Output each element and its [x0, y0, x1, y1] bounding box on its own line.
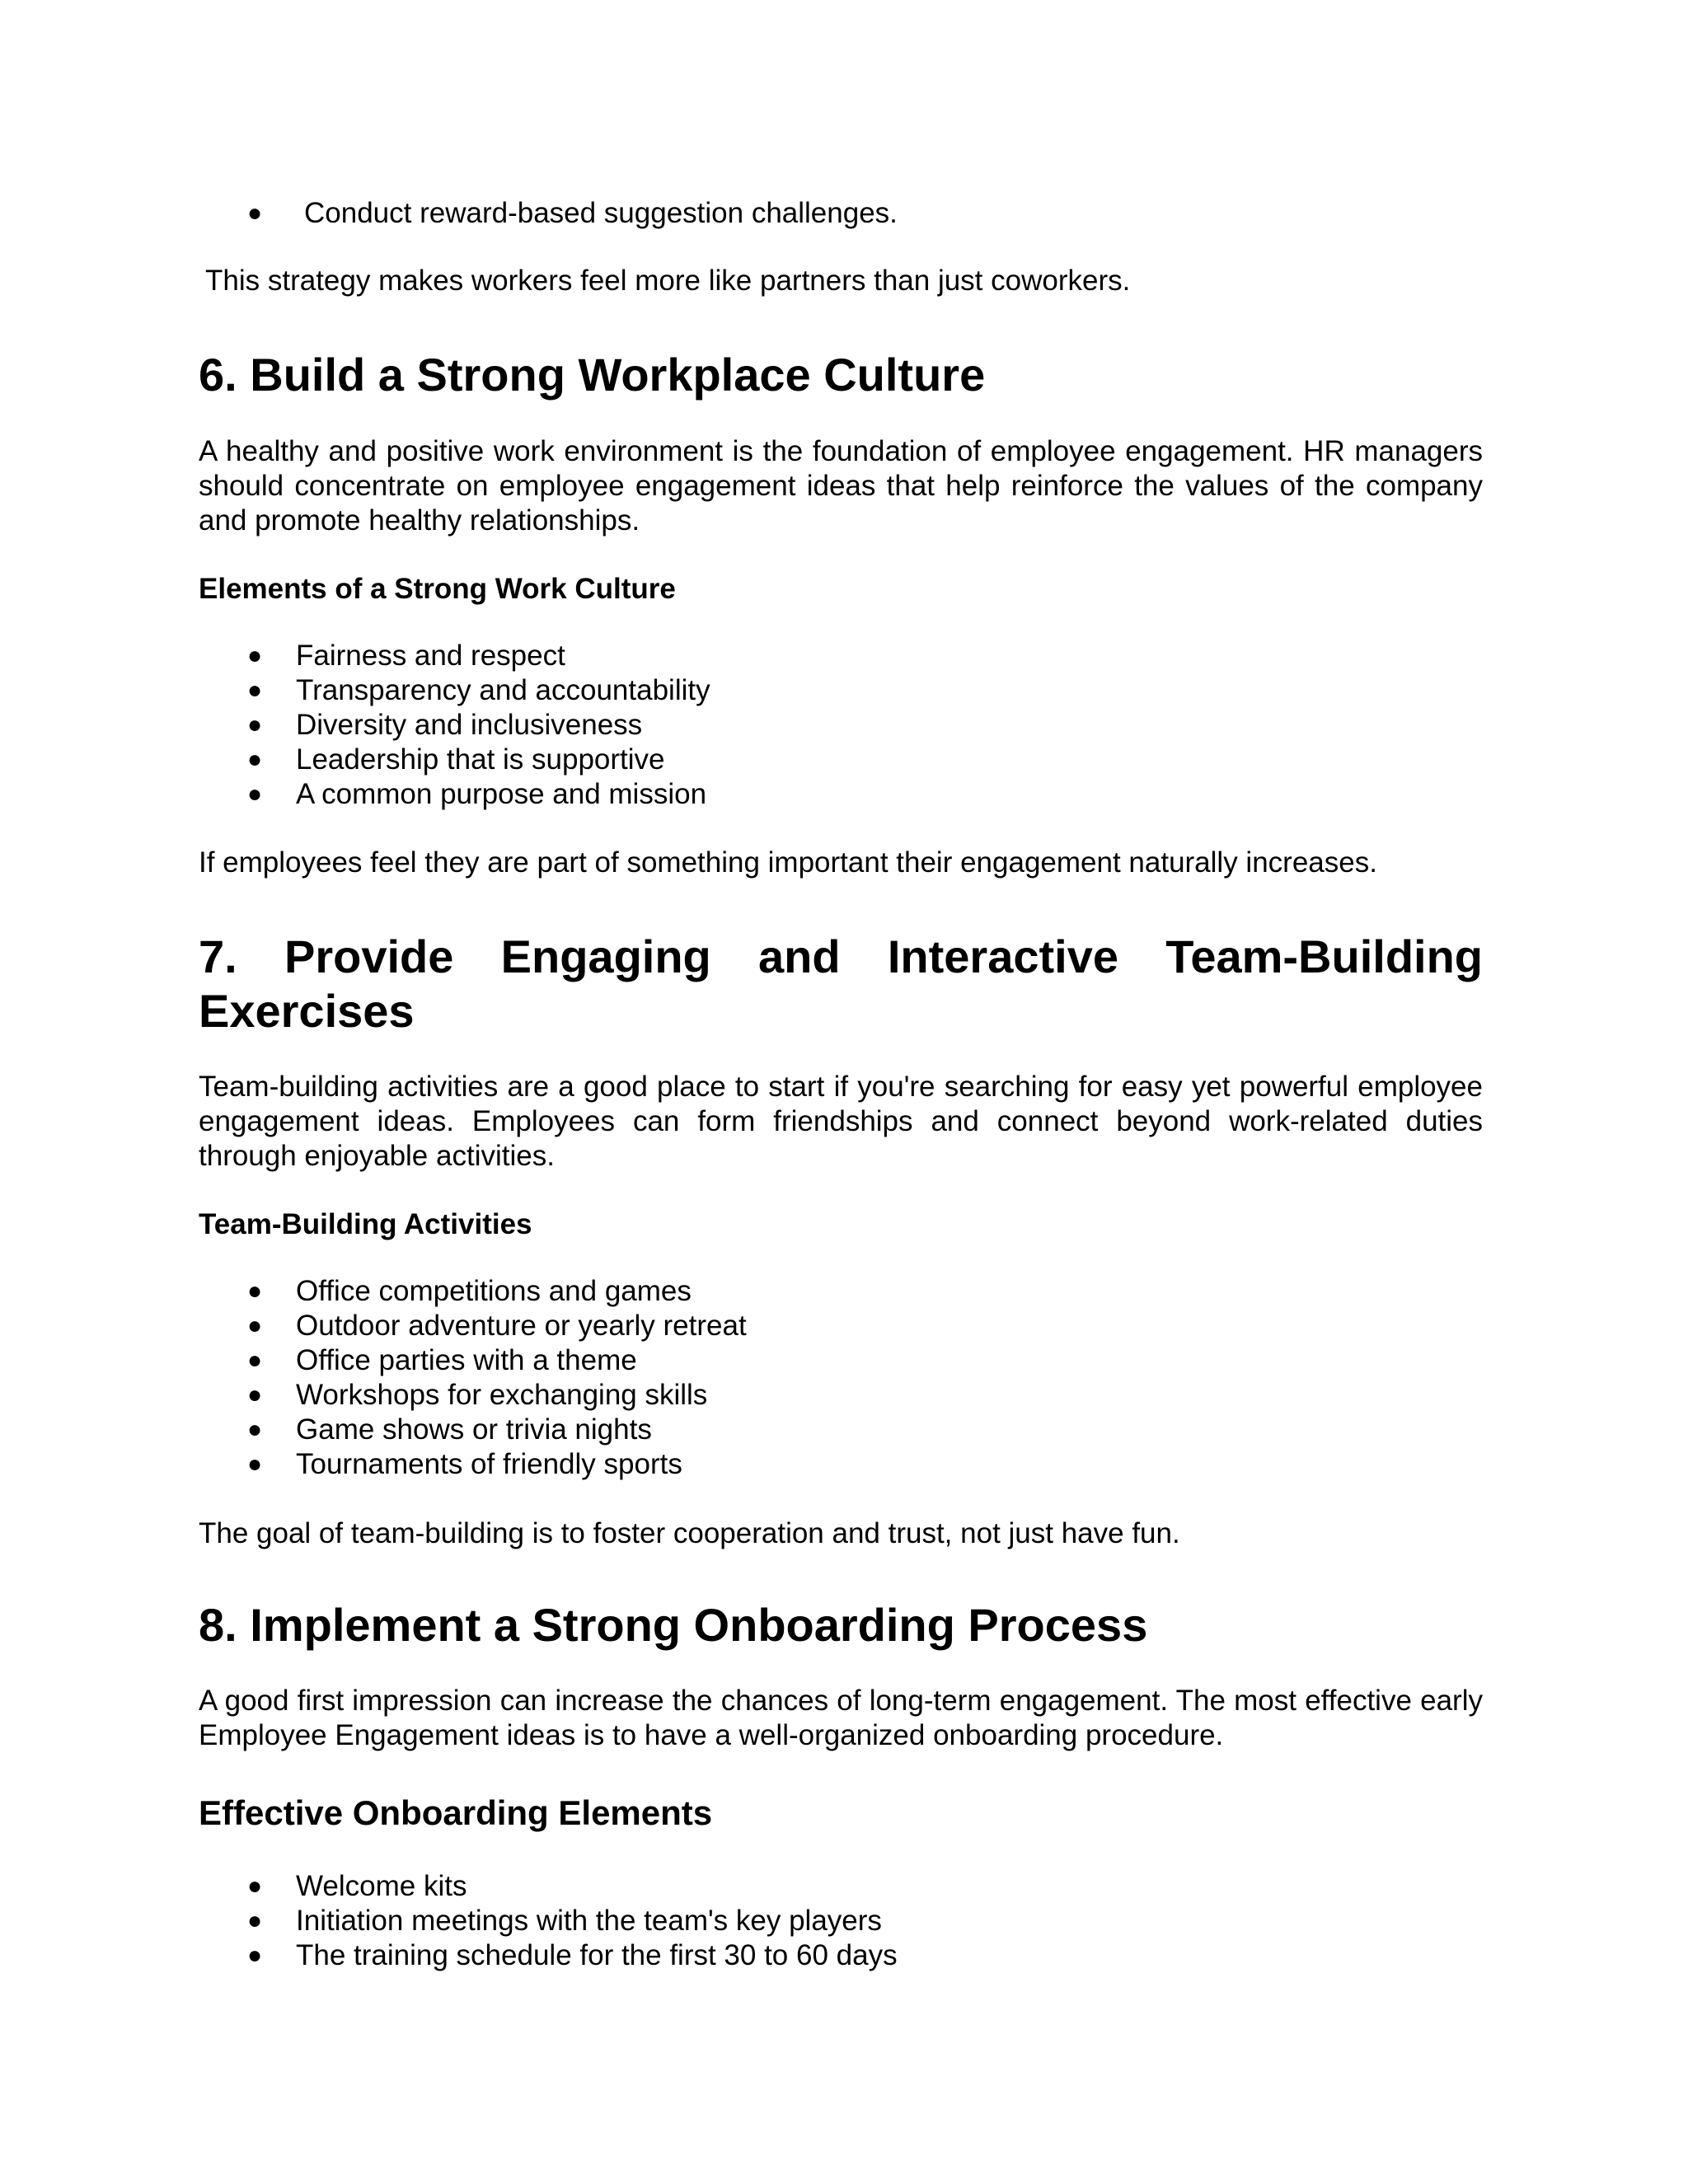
section6-closing: If employees feel they are part of something important their engagement naturally increases.: [199, 846, 1377, 879]
list-item: ● Initiation meetings with the team's key players: [247, 1905, 882, 1937]
bullet-icon: ●: [247, 1416, 263, 1443]
list-item: ● Workshops for exchanging skills: [247, 1379, 708, 1411]
list-item: ● Fairness and respect: [247, 640, 565, 672]
bullet-icon: ●: [247, 711, 263, 738]
list-item: ● Leadership that is supportive: [247, 743, 665, 776]
section8-subheading: Effective Onboarding Elements: [199, 1793, 713, 1832]
list-item: ● Office competitions and games: [247, 1275, 692, 1307]
bullet-icon: ●: [247, 1277, 263, 1305]
section7-subheading: Team-Building Activities: [199, 1208, 532, 1240]
section6-heading: 6. Build a Strong Workplace Culture: [199, 349, 986, 401]
list-item: ● Transparency and accountability: [247, 674, 710, 706]
list-item: ● Outdoor adventure or yearly retreat: [247, 1310, 747, 1342]
bullet-icon: ●: [247, 199, 263, 227]
list-item: ● Diversity and inclusiveness: [247, 709, 643, 741]
list-item: ● Game shows or trivia nights: [247, 1413, 652, 1446]
section7-heading: 7. Provide Engaging and Interactive Team-Building Exercises: [199, 930, 1483, 1037]
bullet-icon: ●: [247, 1451, 263, 1478]
section7-list: [199, 1274, 1483, 1482]
bullet-icon: ●: [247, 1312, 263, 1339]
bullet-icon: ●: [247, 1942, 263, 1969]
bullet-icon: ●: [247, 1347, 263, 1374]
bullet-icon: ●: [247, 746, 263, 773]
section8-list: [199, 1869, 1483, 1973]
list-item: ● Welcome kits: [247, 1870, 467, 1902]
bullet-icon: ●: [247, 1907, 263, 1934]
bullet-icon: ●: [247, 780, 263, 808]
bullet-icon: ●: [247, 677, 263, 704]
list-item: ● Office parties with a theme: [247, 1344, 637, 1376]
top-closing-paragraph: This strategy makes workers feel more like partners than just coworkers.: [205, 265, 1131, 297]
section7-closing: The goal of team-building is to foster cooperation and trust, not just have fun.: [199, 1517, 1180, 1549]
bullet-icon: ●: [247, 642, 263, 669]
top-bullet-list: [199, 196, 1483, 231]
section7-intro: Team-building activities are a good place to start if you're searching for easy yet powerful employee engagement ideas. Employees can form friendships and connect beyond work-related duties through enjoyable activities.: [199, 1071, 1483, 1172]
list-item: ● Conduct reward-based suggestion challenges.: [247, 197, 898, 229]
bullet-icon: ●: [247, 1381, 263, 1408]
section8-intro: A good first impression can increase the chances of long-term engagement. The most effective early Employee Engagement ideas is to have a well-organized onboarding procedure.: [199, 1685, 1483, 1751]
list-item: ● The training schedule for the first 30 to 60 days: [247, 1939, 898, 1971]
section8-heading: 8. Implement a Strong Onboarding Process: [199, 1599, 1148, 1651]
list-item: ● Tournaments of friendly sports: [247, 1448, 682, 1480]
section6-intro: A healthy and positive work environment is the foundation of employee engagement. HR managers should concentrate on employee engagement ideas that help reinforce the values of the company and promote healthy relationships.: [199, 435, 1483, 537]
section6-list: [199, 639, 1483, 812]
bullet-icon: ●: [247, 1872, 263, 1900]
list-item: ● A common purpose and mission: [247, 778, 707, 810]
section6-subheading: Elements of a Strong Work Culture: [199, 573, 676, 605]
